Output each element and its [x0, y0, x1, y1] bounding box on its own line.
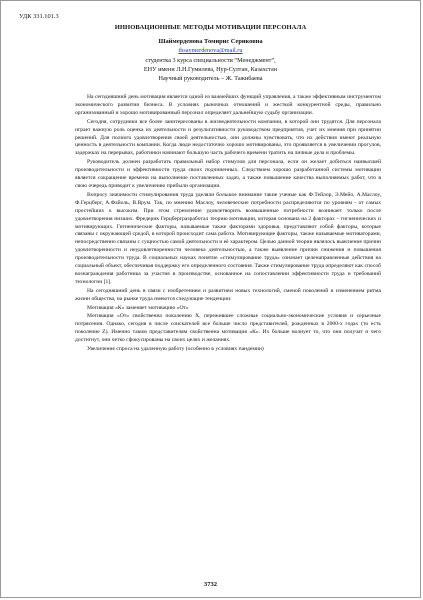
body-paragraph: На сегодняшний день мотивация является одной из важнейших функций управления, а также эффективным инструментом экономического развития бизнеса. В условиях рыночных отношений и жесткой конкурентной среды, правильно организованный и хорошо мотивированный персонал определяет дальнейшую судьбу организации. [75, 94, 381, 116]
article-title: ИННОВАЦИОННЫЕ МЕТОДЫ МОТИВАЦИИ ПЕРСОНАЛА [114, 24, 307, 31]
body-paragraph: Сегодня, сотрудники все более заинтересованы в жизнедеятельности компании, в которой они трудятся. Для персонала играет важную роль оценка их деятельности и результативности руководством предприятия, учет их мнения при принятии решений. Для полного удовлетворения своей деятельностью, они должны чувствовать, что их действия имеют реальную ценность в деятельности компании. Когда люди недостаточно хорошо мотивированы, это проявляется в увеличении прогулов, задержках на перерывах, работники начинают большую часть рабочего времени тратить на личные дела и проблемы. [75, 118, 381, 157]
affiliation-line: студентка 3 курса специальности “Менеджмент”, [145, 57, 276, 64]
body-paragraph: Мотивация «К» заменяет мотивацию «От» [87, 304, 189, 311]
author-email-link[interactable]: thsaymerdenova@mail.ru [178, 47, 243, 54]
affiliation-line: ЕНУ имени Л.Н.Гумилева, Нур-Султан, Казахстан [143, 66, 278, 73]
page-number: 3732 [203, 581, 218, 588]
body-paragraph: Руководитель должен разработать правильный набор стимулов для персонала, если он желает добиться наивысшей производительности и эффективности труда своих подчиненных. Следствием хорошо разработанной системы мотивации является сокращение времени на выполнение поставленных задач, а также повышение качества выполняемых работ, что в свою очередь приводит к увеличению прибыли организации. [75, 159, 381, 189]
body-paragraph: На сегодняшний день в связи с изобретением и развитием новых технологий, сменой поколений и изменением ритма жизни общества, на рынке труда имеются следующие тенденции: [75, 287, 381, 302]
article-body [75, 94, 381, 355]
body-paragraph: Вопросу значимости стимулирования труда уделяли большое внимание такие ученые как Ф.Тейлор, Э.Мейо, А.Маслоу, Ф.Герцберг, А.Файоль, В.Врум. Так, по мнению Маслоу, человеческие потребности распределяются по уровням - от самых простейших к высоким. При этом стремление удовлетворить возвышенные потребности возникает только после удовлетворения низших. Фредерик Герцбергразработал теорию мотивации, которая основана на 2 факторах – гигиенических и мотивирующих. Гигиенические факторы, называемые также факторами здоровья, представляют собой факторы, которые связаны с окружающей средой, в которой происходит сама работа. Мотивирующие факторы, также называемые мотиваторами, непосредственно связаны с сущностью самой деятельности и её характером. Целью данной теории являлось выяснение причин удовлетворенности и неудовлетворенности человека деятельностью, а также выявление причин снижения и повышения производительности труда. В социальных науках понятие «стимулирование труда» означает целенаправленные действия на социальный объект, обеспечивая поддержку его определенного состояния. Также стимулирование труда определяют как способ вознаграждения работника за участие в производстве, основанное на сопоставлении эффективности труда и требований технологии [1]. [75, 191, 381, 285]
body-paragraph: Увеличение спроса на удаленную работу (особенно в условиях пандемии) [87, 346, 264, 353]
udk-code: УДК 331.101.3 [19, 13, 59, 20]
author-affiliation [1, 56, 420, 83]
author-name: Шаймерденова Томирис Сериковна [158, 38, 263, 45]
affiliation-line: Научный руководитель – Ж. Тажибаева [158, 75, 263, 82]
body-paragraph: Мотивация «От» свойственна поколению X, пережившее сложные социально-экономические условия и серьезные потрясения. Однако, сегодня в числе соискателей все больше число представителей, рожденных в 2000-х годах (то есть поколение Z). Именно таким представителям свойственна мотивация «К». Их больше волнует то, что они получат и чего достигнут, они четко сфокусированы на своих целях и желаниях. [75, 313, 381, 344]
